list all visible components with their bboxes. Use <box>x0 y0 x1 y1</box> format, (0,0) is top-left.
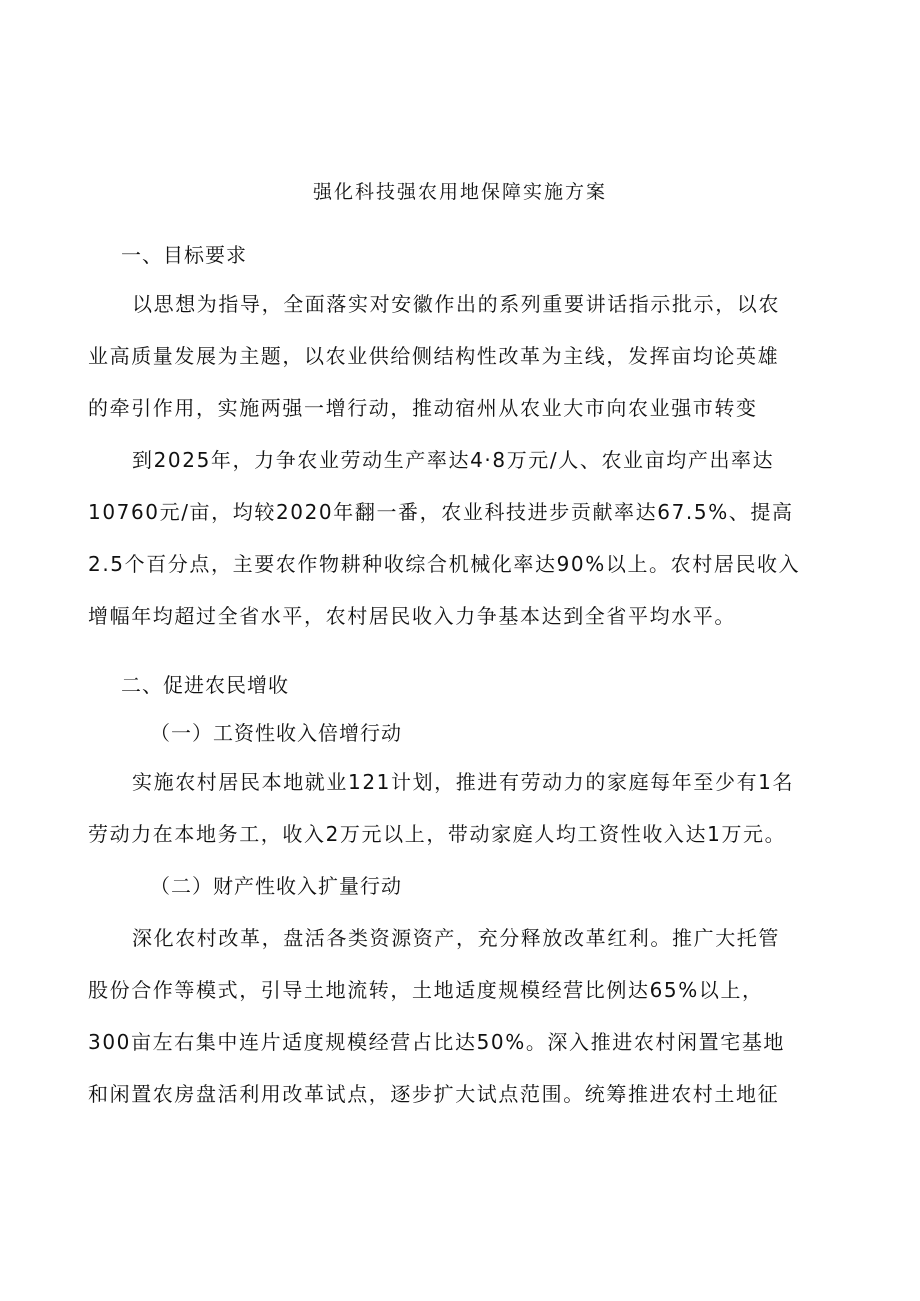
paragraph-line: 深化农村改革，盘活各类资源资产，充分释放改革红利。推广大托管 <box>132 926 780 950</box>
paragraph-line: 10760元/亩，均较2020年翻一番，农业科技进步贡献率达67.5%、提高 <box>88 500 794 524</box>
document-title: 强化科技强农用地保障实施方案 <box>312 181 607 203</box>
paragraph-line: 的牵引作用，实施两强一增行动，推动宿州从农业大市向农业强市转变 <box>88 396 758 420</box>
paragraph-line: 增幅年均超过全省水平，农村居民收入力争基本达到全省平均水平。 <box>88 604 736 628</box>
paragraph-line: 到2025年，力争农业劳动生产率达4·8万元/人、农业亩均产出率达 <box>132 448 775 472</box>
paragraph-line: 以思想为指导，全面落实对安徽作出的系列重要讲话指示批示，以农 <box>132 292 780 316</box>
paragraph-line: 业高质量发展为主题，以农业供给侧结构性改革为主线，发挥亩均论英雄 <box>88 344 780 368</box>
section-heading-goals: 一、目标要求 <box>121 243 247 267</box>
paragraph-line: 2.5个百分点，主要农作物耕种收综合机械化率达90%以上。农村居民收入 <box>88 552 801 576</box>
paragraph-line: 300亩左右集中连片适度规模经营占比达50%。深入推进农村闲置宅基地 <box>88 1030 786 1054</box>
subsection-heading-property: （二）财产性收入扩量行动 <box>150 874 402 898</box>
subsection-heading-wage: （一）工资性收入倍增行动 <box>150 721 402 745</box>
paragraph-line: 实施农村居民本地就业121计划，推进有劳动力的家庭每年至少有1名 <box>132 770 795 794</box>
paragraph-line: 和闲置农房盘活利用改革试点，逐步扩大试点范围。统筹推进农村土地征 <box>88 1082 780 1106</box>
paragraph-line: 劳动力在本地务工，收入2万元以上，带动家庭人均工资性收入达1万元。 <box>88 822 787 846</box>
paragraph-line: 股份合作等模式，引导土地流转，土地适度规模经营比例达65%以上， <box>88 978 764 1002</box>
section-heading-income: 二、促进农民增收 <box>121 673 289 697</box>
